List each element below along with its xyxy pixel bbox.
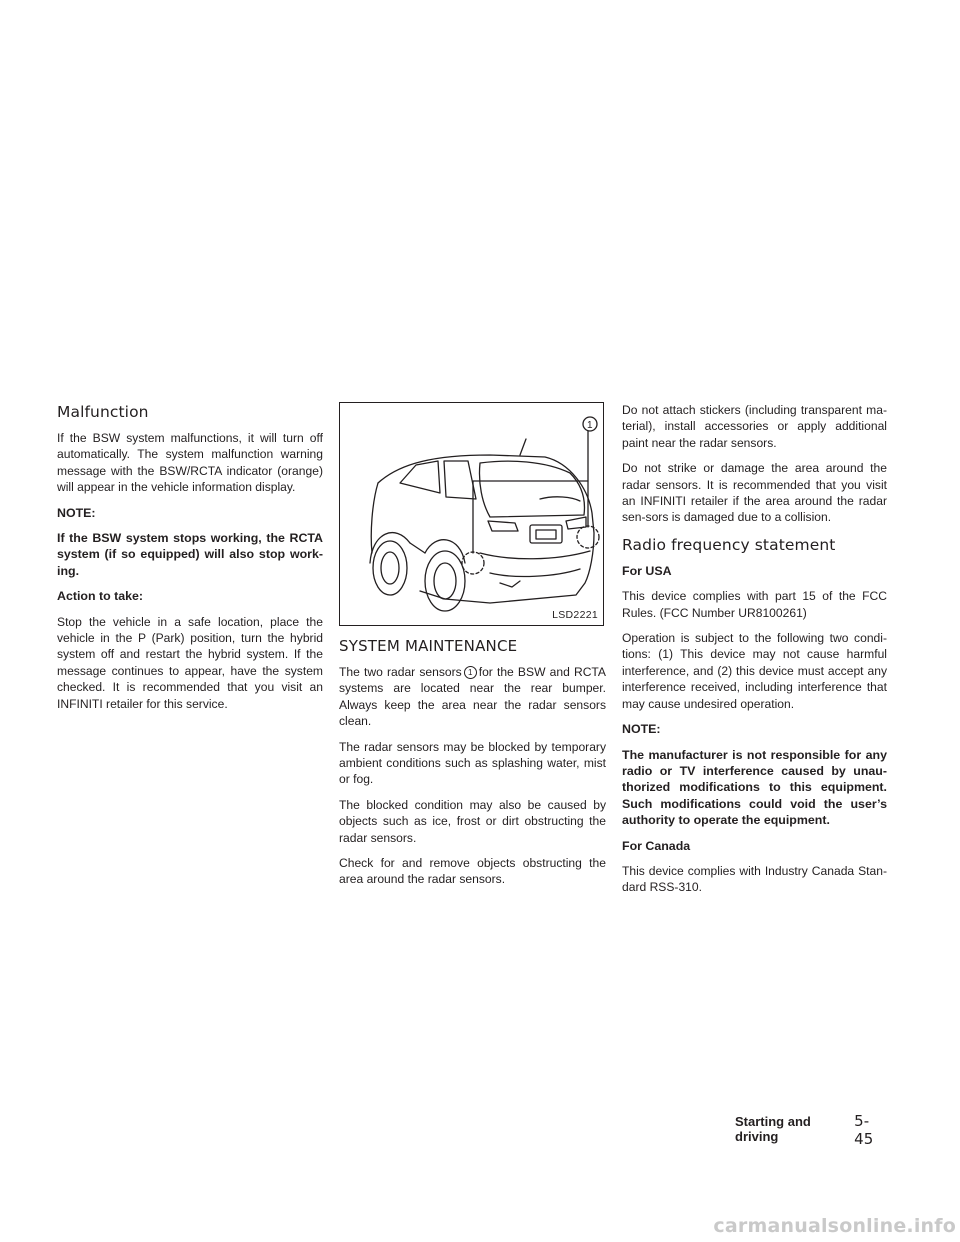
radio-note-label: NOTE: — [622, 722, 661, 737]
radio-heading: Radio frequency statement — [622, 535, 836, 554]
page-footer — [735, 1112, 885, 1148]
canada-paragraph: This device complies with Industry Canada Stan-dard RSS-310. — [622, 863, 887, 895]
usa-label: For USA — [622, 563, 672, 578]
malfunction-heading: Malfunction — [57, 403, 149, 421]
maintenance-paragraph-2: The radar sensors may be blocked by temporary ambient conditions such as splashing water, mist or fog. — [339, 739, 606, 787]
note-label: NOTE: — [57, 505, 96, 520]
column-left — [57, 402, 323, 721]
maintenance-paragraph-6: Do not strike or damage the area around the radar sensors. It is recommended that you visit an INFINITI retailer if the area around the radar sen-sors is damaged due to a collision. — [622, 461, 887, 525]
radar-sensor-figure — [339, 402, 604, 626]
action-label: Action to take: — [57, 589, 144, 604]
watermark: carmanualsonline.info — [713, 1215, 956, 1237]
maintenance-paragraph-1 — [339, 664, 606, 730]
canada-label: For Canada — [622, 838, 691, 853]
radio-note-text: The manufacturer is not responsible for any radio or TV interference caused by unau-thorized modifications to this equipment. Such modifications could void the user’s authority to operate the equipment. — [622, 747, 887, 828]
maintenance-p1-end: for the BSW and RCTA systems are located near the rear bumper. Always keep the area near the radar sensors clean. — [339, 665, 606, 729]
footer-section-name: Starting and driving — [735, 1114, 811, 1144]
vehicle-rear-illustration — [340, 403, 605, 627]
note-text: If the BSW system stops working, the RCTA system (if so equipped) will also stop work-ing. — [57, 531, 323, 578]
sensor-callout-marker: 1 — [464, 666, 477, 679]
maintenance-p1-start: The two radar sensors — [339, 665, 462, 679]
figure-code: LSD2221 — [552, 609, 598, 621]
maintenance-paragraph-3: The blocked condition may also be caused by objects such as ice, frost or dirt obstructing the radar sensors. — [339, 797, 606, 845]
maintenance-paragraph-5: Do not attach stickers (including transparent ma-terial), install accessories or apply additional paint near the radar sensors. — [622, 403, 887, 450]
figure-callout-number: 1 — [587, 420, 593, 431]
action-text: Stop the vehicle in a safe location, place the vehicle in the P (Park) position, turn the hybrid system off and restart the hybrid system. If the message continues to appear, have the system checked. It is recommended that you visit an INFINITI retailer for this service. — [57, 614, 323, 711]
column-right — [622, 402, 887, 905]
maintenance-paragraph-4: Check for and remove objects obstructing the area around the radar sensors. — [339, 856, 606, 887]
usa-paragraph-1: This device complies with part 15 of the FCC Rules. (FCC Number UR8100261) — [622, 589, 887, 620]
maintenance-heading: SYSTEM MAINTENANCE — [339, 637, 518, 655]
page-number: 5-45 — [854, 1112, 874, 1148]
column-middle — [339, 402, 606, 897]
usa-paragraph-2: Operation is subject to the following two condi-tions: (1) This device may not cause harmful interference, and (2) this device must accept any interference received, including interference that may cause undesired operation. — [622, 631, 887, 711]
malfunction-paragraph: If the BSW system malfunctions, it will turn off automatically. The system malfunction warning message with the BSW/RCTA indicator (orange) will appear in the vehicle information display. — [57, 431, 323, 495]
